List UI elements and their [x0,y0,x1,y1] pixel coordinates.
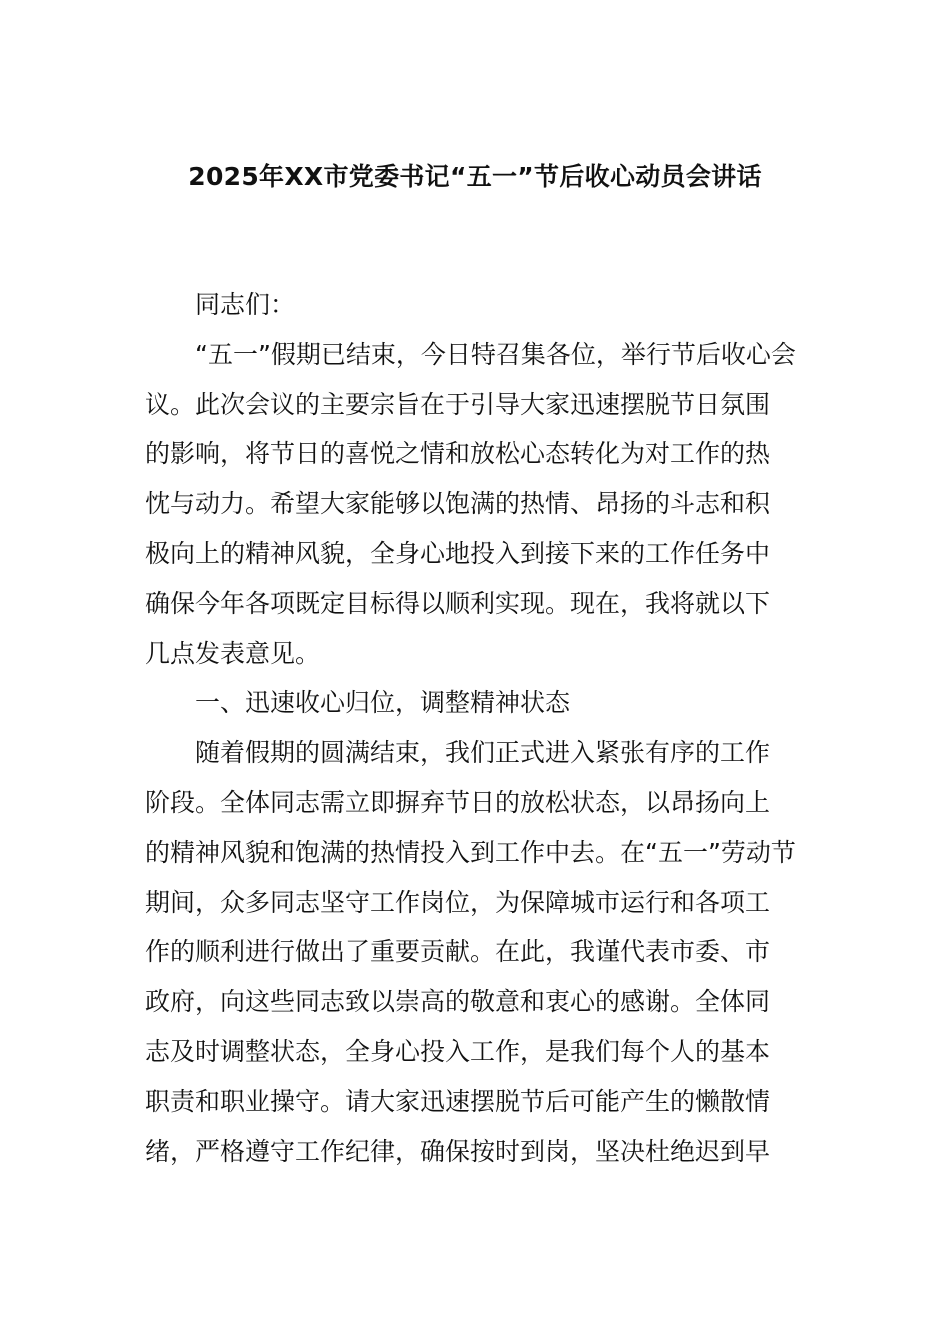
text-line: 政府，向这些同志致以崇高的敬意和衷心的感谢。全体同 [145,987,771,1017]
text-line: 职责和职业操守。请大家迅速摆脱节后可能产生的懒散情 [145,1086,771,1116]
text-line: 绪，严格遵守工作纪律，确保按时到岗，坚决杜绝迟到早 [145,1136,771,1166]
document-title: 2025年XX市党委书记“五一”节后收心动员会讲话 [188,162,762,191]
text-line: 极向上的精神风貌，全身心地投入到接下来的工作任务中 [145,538,771,568]
text-line: 几点发表意见。 [145,638,321,668]
text-line: 作的顺利进行做出了重要贡献。在此，我谨代表市委、市 [145,937,771,967]
document-body [145,280,810,1176]
text-line: 阶段。全体同志需立即摒弃节日的放松状态，以昂扬向上 [145,787,771,817]
text-line: 期间，众多同志坚守工作岗位，为保障城市运行和各项工 [145,887,771,917]
text-line: 的精神风貌和饱满的热情投入到工作中去。在“五一”劳动节 [145,837,796,867]
text-line: 随着假期的圆满结束，我们正式进入紧张有序的工作 [195,738,771,768]
text-line: “五一”假期已结束，今日特召集各位，举行节后收心会 [195,339,796,369]
text-line: 的影响，将节日的喜悦之情和放松心态转化为对工作的热 [145,439,771,469]
text-line: 同志们： [195,290,296,319]
text-line: 确保今年各项既定目标得以顺利实现。现在，我将就以下 [145,588,771,618]
text-line: 议。此次会议的主要宗旨在于引导大家迅速摆脱节日氛围 [145,389,771,419]
text-line: 志及时调整状态，全身心投入工作，是我们每个人的基本 [145,1036,771,1066]
text-line: 忱与动力。希望大家能够以饱满的热情、昂扬的斗志和积 [145,489,771,519]
text-line: 一、迅速收心归位，调整精神状态 [195,688,571,718]
